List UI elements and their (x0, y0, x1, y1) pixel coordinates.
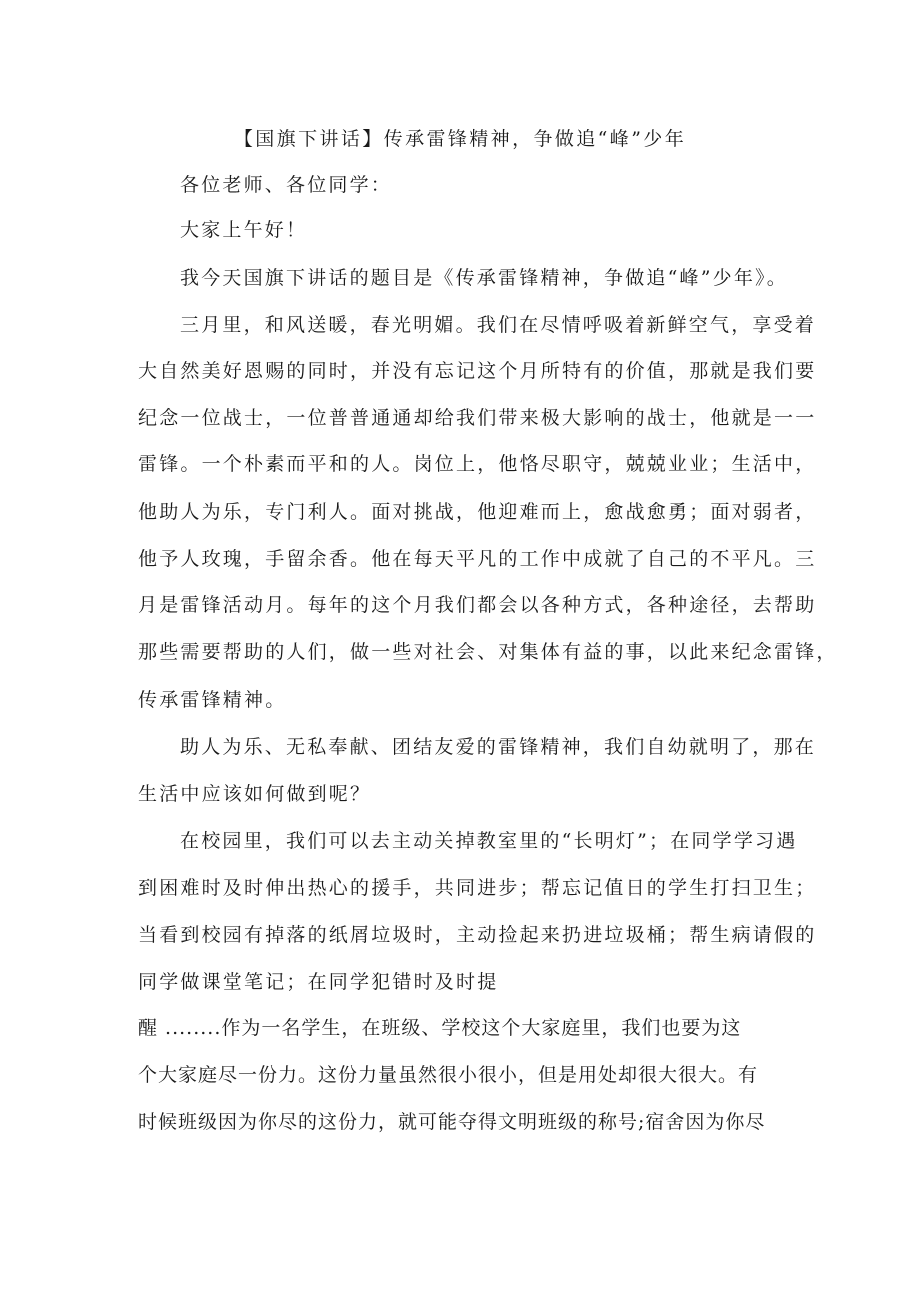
salutation-line: 大家上午好！ (180, 219, 308, 241)
paragraph1-line: 雷锋。一个朴素而平和的人。岗位上，他恪尽职守，兢兢业业；生活中， (138, 453, 817, 475)
paragraph2-line: 生活中应该如何做到呢？ (138, 783, 372, 805)
paragraph3-line: 当看到校园有掉落的纸屑垃圾时，主动捡起来扔进垃圾桶；帮生病请假的 (138, 924, 817, 946)
paragraph4-line: 个大家庭尽一份力。这份力量虽然很小很小，但是用处却很大很大。有 (138, 1064, 759, 1086)
paragraph3-line: 到困难时及时伸出热心的援手，共同进步；帮忘记值日的学生打扫卫生； (138, 877, 817, 899)
paragraph2-line: 助人为乐、无私奉献、团结友爱的雷锋精神，我们自幼就明了，那在 (180, 736, 817, 758)
paragraph4-line: 醒 ........作为一名学生，在班级、学校这个大家庭里，我们也要为这 (138, 1017, 742, 1039)
paragraph4-line: 时候班级因为你尽的这份力，就可能夺得文明班级的称号;宿舍因为你尽 (138, 1111, 766, 1133)
intro-line: 我今天国旗下讲话的题目是《传承雷锋精神，争做追“峰”少年》。 (180, 267, 788, 289)
paragraph1-line: 他助人为乐，专门利人。面对挑战，他迎难而上，愈战愈勇；面对弱者， (138, 501, 817, 523)
paragraph1-line: 那些需要帮助的人们，做一些对社会、对集体有益的事，以此来纪念雷锋， (138, 641, 838, 663)
paragraph1-line: 传承雷锋精神。 (138, 689, 287, 711)
paragraph1-line: 月是雷锋活动月。每年的这个月我们都会以各种方式，各种途径，去帮助 (138, 594, 817, 616)
paragraph1-line: 三月里，和风送暖，春光明媚。我们在尽情呼吸着新鲜空气，享受着 (180, 314, 817, 336)
paragraph1-line: 大自然美好恩赐的同时，并没有忘记这个月所特有的价值，那就是我们要 (138, 360, 817, 382)
paragraph3-line: 同学做课堂笔记；在同学犯错时及时提 (138, 971, 499, 993)
paragraph3-line: 在校园里，我们可以去主动关掉教室里的“长明灯”；在同学学习遇 (180, 830, 798, 852)
greeting-line: 各位老师、各位同学： (180, 174, 393, 196)
document-title: 【国旗下讲话】传承雷锋精神，争做追“峰”少年 (233, 128, 687, 150)
paragraph1-line: 纪念一位战士，一位普普通通却给我们带来极大影响的战士，他就是一一 (138, 407, 817, 429)
paragraph1-line: 他予人玫瑰，手留余香。他在每天平凡的工作中成就了自己的不平凡。三 (138, 548, 817, 570)
